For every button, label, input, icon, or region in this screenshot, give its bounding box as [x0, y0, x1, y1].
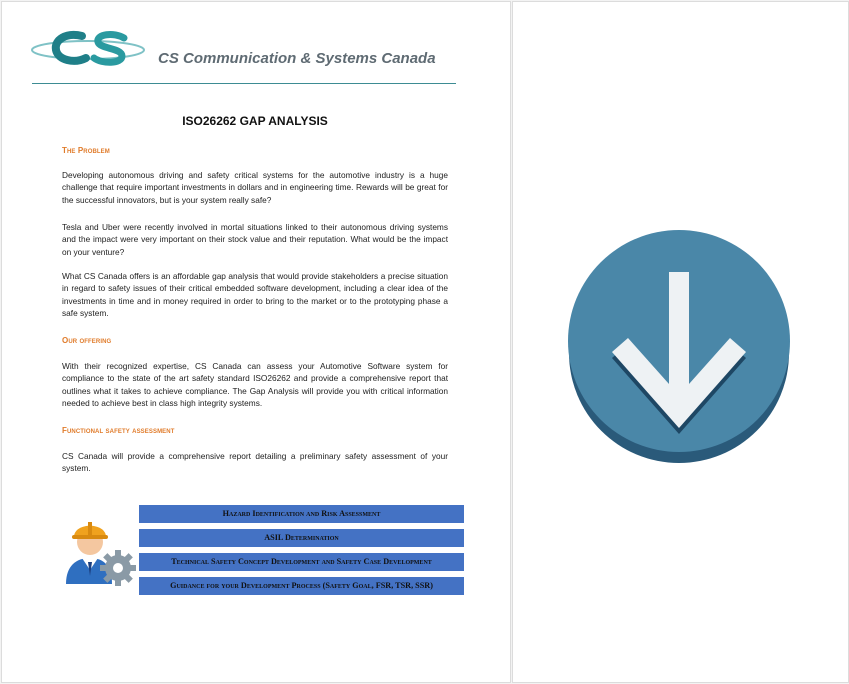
svg-text:CS: CS: [230, 47, 233, 49]
section-heading-assessment: Functional safety assessment: [62, 426, 175, 435]
service-bar-safety-concept: Technical Safety Concept Development and Safety Case Development: [139, 553, 464, 571]
download-arrow-icon[interactable]: [566, 228, 792, 468]
company-name: CS Communication & Systems Canada: [158, 50, 436, 67]
service-bar-asil: ASIL Determination: [139, 529, 464, 547]
section-heading-problem: The Problem: [62, 146, 110, 155]
section-heading-offering: Our offering: [62, 336, 112, 345]
paragraph: With their recognized expertise, CS Canada can assess your Automotive Software system for compliance to the state of the art safety standard ISO26262 and provide a comprehensive report that outlines what it takes to achieve compliance. The Gap Analysis will provide you with critical information needed to achieve best in class high integrity systems.: [62, 361, 448, 409]
service-bar-hazard: Hazard Identification and Risk Assessment: [139, 505, 464, 523]
paragraph: Tesla and Uber were recently involved in mortal situations linked to their autonomous driving systems and the impact were very important on their stock value and their reputation. What would be the impact on your venture?: [62, 222, 448, 257]
paragraph: Developing autonomous driving and safety critical systems for the automotive industry is a huge challenge that require important investments in dollars and in engineering time. Rewards will be great for the successful innovators, but is your system really safe?: [62, 170, 448, 205]
engineer-gear-icon: [60, 510, 138, 588]
header-divider: [32, 83, 456, 84]
cs-logo-icon: [30, 28, 233, 70]
paragraph: What CS Canada offers is an affordable gap analysis that would provide stakeholders a precise situation in regard to safety issues of their critical embedded software development, including a clear idea of the investments in time and in money required in order to bring to the market or to the prototyping phase a safe system.: [62, 271, 448, 319]
service-bar-guidance: Guidance for your Development Process (Safety Goal, FSR, TSR, SSR): [139, 577, 464, 595]
paragraph: CS Canada will provide a comprehensive report detailing a preliminary safety assessment of your system.: [62, 451, 448, 474]
document-title: ISO26262 GAP ANALYSIS: [182, 114, 328, 128]
